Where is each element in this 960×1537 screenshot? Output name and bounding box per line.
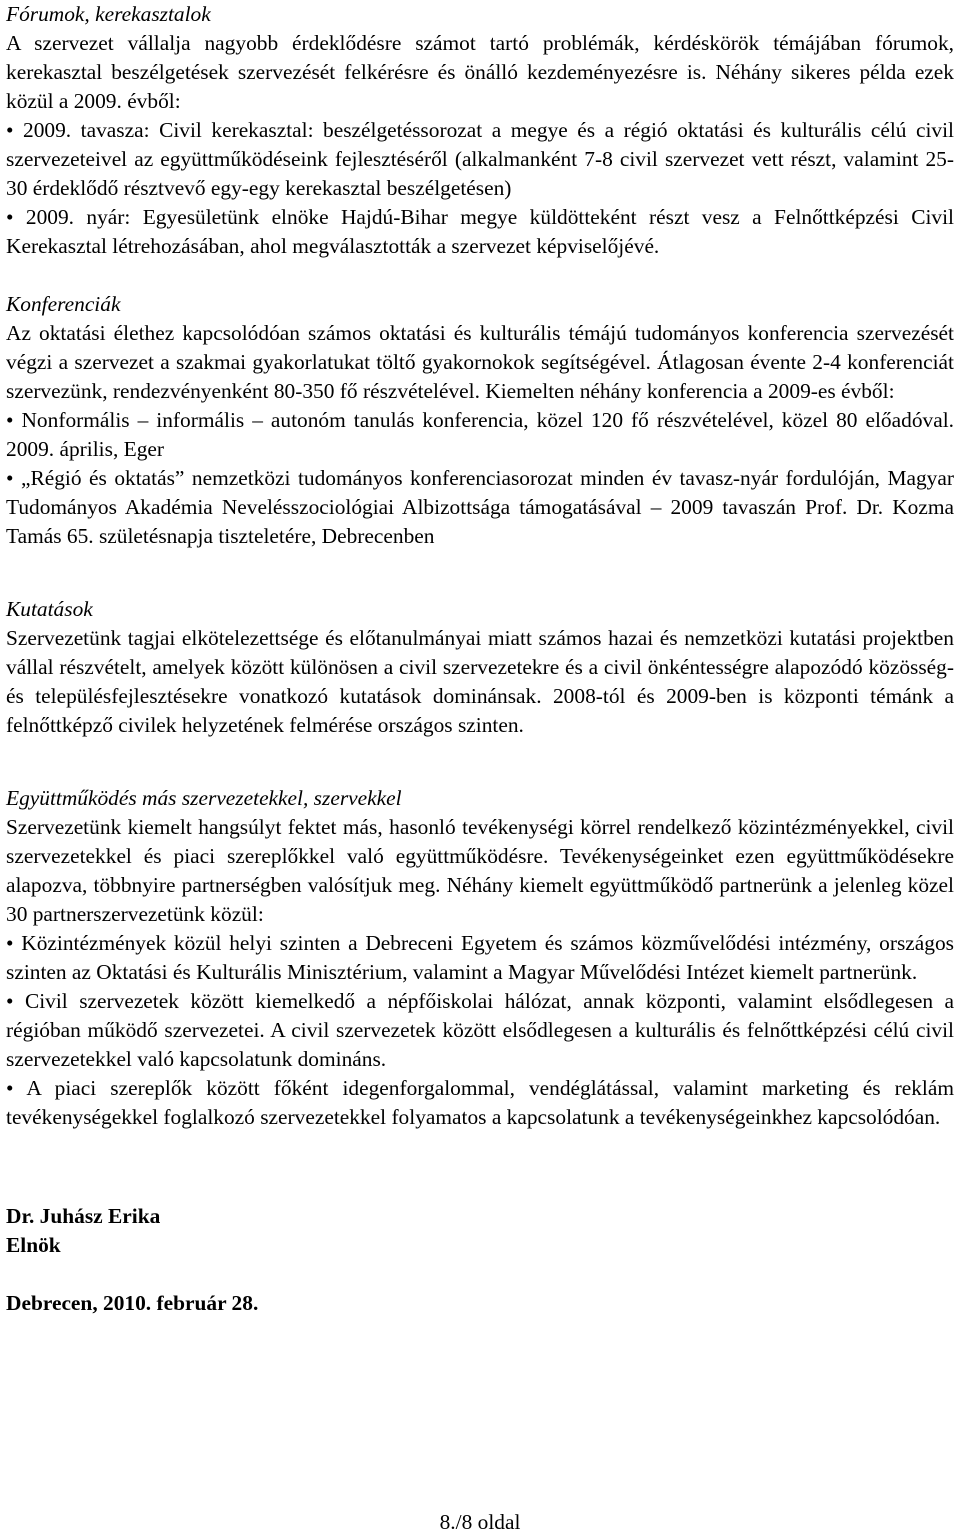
conferences-bullet: • „Régió és oktatás” nemzetközi tudományos konferenciasorozat minden év tavasz-nyár fordulóján, Magyar Tudományos Akadémia Nevelésszociológiai Albizottsága támogatásával – 2009 tavaszán Prof. Dr. Kozma Tamás 65. születésnapja tiszteletére, Debrecenben: [6, 466, 954, 548]
cooperation-bullet: • A piaci szereplők között főként idegenforgalommal, vendéglátással, valamint marketing és reklám tevékenységekkel foglalkozó szervezetekkel folyamatos a kapcsolatunk a tevékenységeinkhez kapcsolódóan.: [6, 1076, 954, 1129]
conferences-bullet: • Nonformális – informális – autonóm tanulás konferencia, közel 120 fő részvételével, közel 80 előadóval. 2009. április, Eger: [6, 408, 954, 461]
research-heading: Kutatások: [6, 597, 93, 621]
cooperation-intro: Szervezetünk kiemelt hangsúlyt fektet más, hasonló tevékenységi körrel rendelkező közintézményekkel, civil szervezetekkel és piaci szereplőkkel való együttműködésre. Tevékenységeinket ezen együttműködésekre alapozva, többnyire partnerségben valósítjuk meg. Néhány kiemelt együttműködő partnerünk a jelenleg közel 30 partnerszervezetünk közül:: [6, 815, 954, 926]
page-number: 8./8 oldal: [439, 1510, 521, 1534]
cooperation-bullet: • Közintézmények közül helyi szinten a Debreceni Egyetem és számos közművelődési intézmény, országos szinten az Oktatási és Kulturális Minisztérium, valamint a Magyar Művelődési Intézet kiemelt partnerünk.: [6, 931, 954, 984]
forums-intro: A szervezet vállalja nagyobb érdeklődésre számot tartó problémák, kérdéskörök témájában fórumok, kerekasztal beszélgetések szervezését felkérésre és önálló kezdeményezésre is. Néhány sikeres példa ezek közül a 2009. évből:: [6, 31, 954, 113]
cooperation-bullet: • Civil szervezetek között kiemelkedő a népfőiskolai hálózat, annak központi, valamint elsődlegesen a régióban működő szervezetei. A civil szervezetek között elsődlegesen a kulturális és felnőttképzési célú civil szervezetekkel való kapcsolatunk domináns.: [6, 989, 954, 1071]
research-text: Szervezetünk tagjai elkötelezettsége és előtanulmányai miatt számos hazai és nemzetközi kutatási projektben vállal részvételt, amelyek között különösen a civil szervezetekre és a civil önkéntességre alapozódó közösség- és településfejlesztésekre vonatkozó kutatások dominánsak. 2008-tól és 2009-ben is központi témánk a felnőttképző civilek helyzetének felmérése országos szinten.: [6, 626, 954, 737]
cooperation-heading: Együttműködés más szervezetekkel, szervekkel: [6, 786, 402, 810]
spacer: [6, 1176, 954, 1202]
conferences-heading: Konferenciák: [6, 292, 121, 316]
spacer: [6, 1132, 954, 1176]
forums-bullet: • 2009. tavasza: Civil kerekasztal: beszélgetéssorozat a megye és a régió oktatási és kulturális célú civil szervezeteivel az együttműködéseink fejlesztéséről (alkalmanként 7-8 civil szervezet vett részt, valamint 25-30 érdeklődő résztvevő egy-egy kerekasztal beszélgetésen): [6, 118, 954, 200]
spacer: [6, 551, 954, 595]
spacer: [6, 740, 954, 784]
signatory-role: Elnök: [6, 1233, 61, 1257]
spacer: [6, 1260, 954, 1289]
place-date: Debrecen, 2010. február 28.: [6, 1291, 259, 1315]
conferences-intro: Az oktatási élethez kapcsolódóan számos oktatási és kulturális témájú tudományos konferencia szervezését végzi a szervezet a szakmai gyakorlatukat töltő gyakornokok segítségével. Átlagosan évente 2-4 konferenciát szervezünk, rendezvényenként 80-350 fő részvételével. Kiemelten néhány konferencia a 2009-es évből:: [6, 321, 954, 403]
forums-heading: Fórumok, kerekasztalok: [6, 2, 211, 26]
signatory-name: Dr. Juhász Erika: [6, 1204, 161, 1228]
spacer: [6, 261, 954, 290]
document-page: [6, 0, 954, 1318]
forums-bullet: • 2009. nyár: Egyesületünk elnöke Hajdú-Bihar megye küldötteként részt vesz a Felnőttképzési Civil Kerekasztal létrehozásában, ahol megválasztották a szervezet képviselőjévé.: [6, 205, 954, 258]
